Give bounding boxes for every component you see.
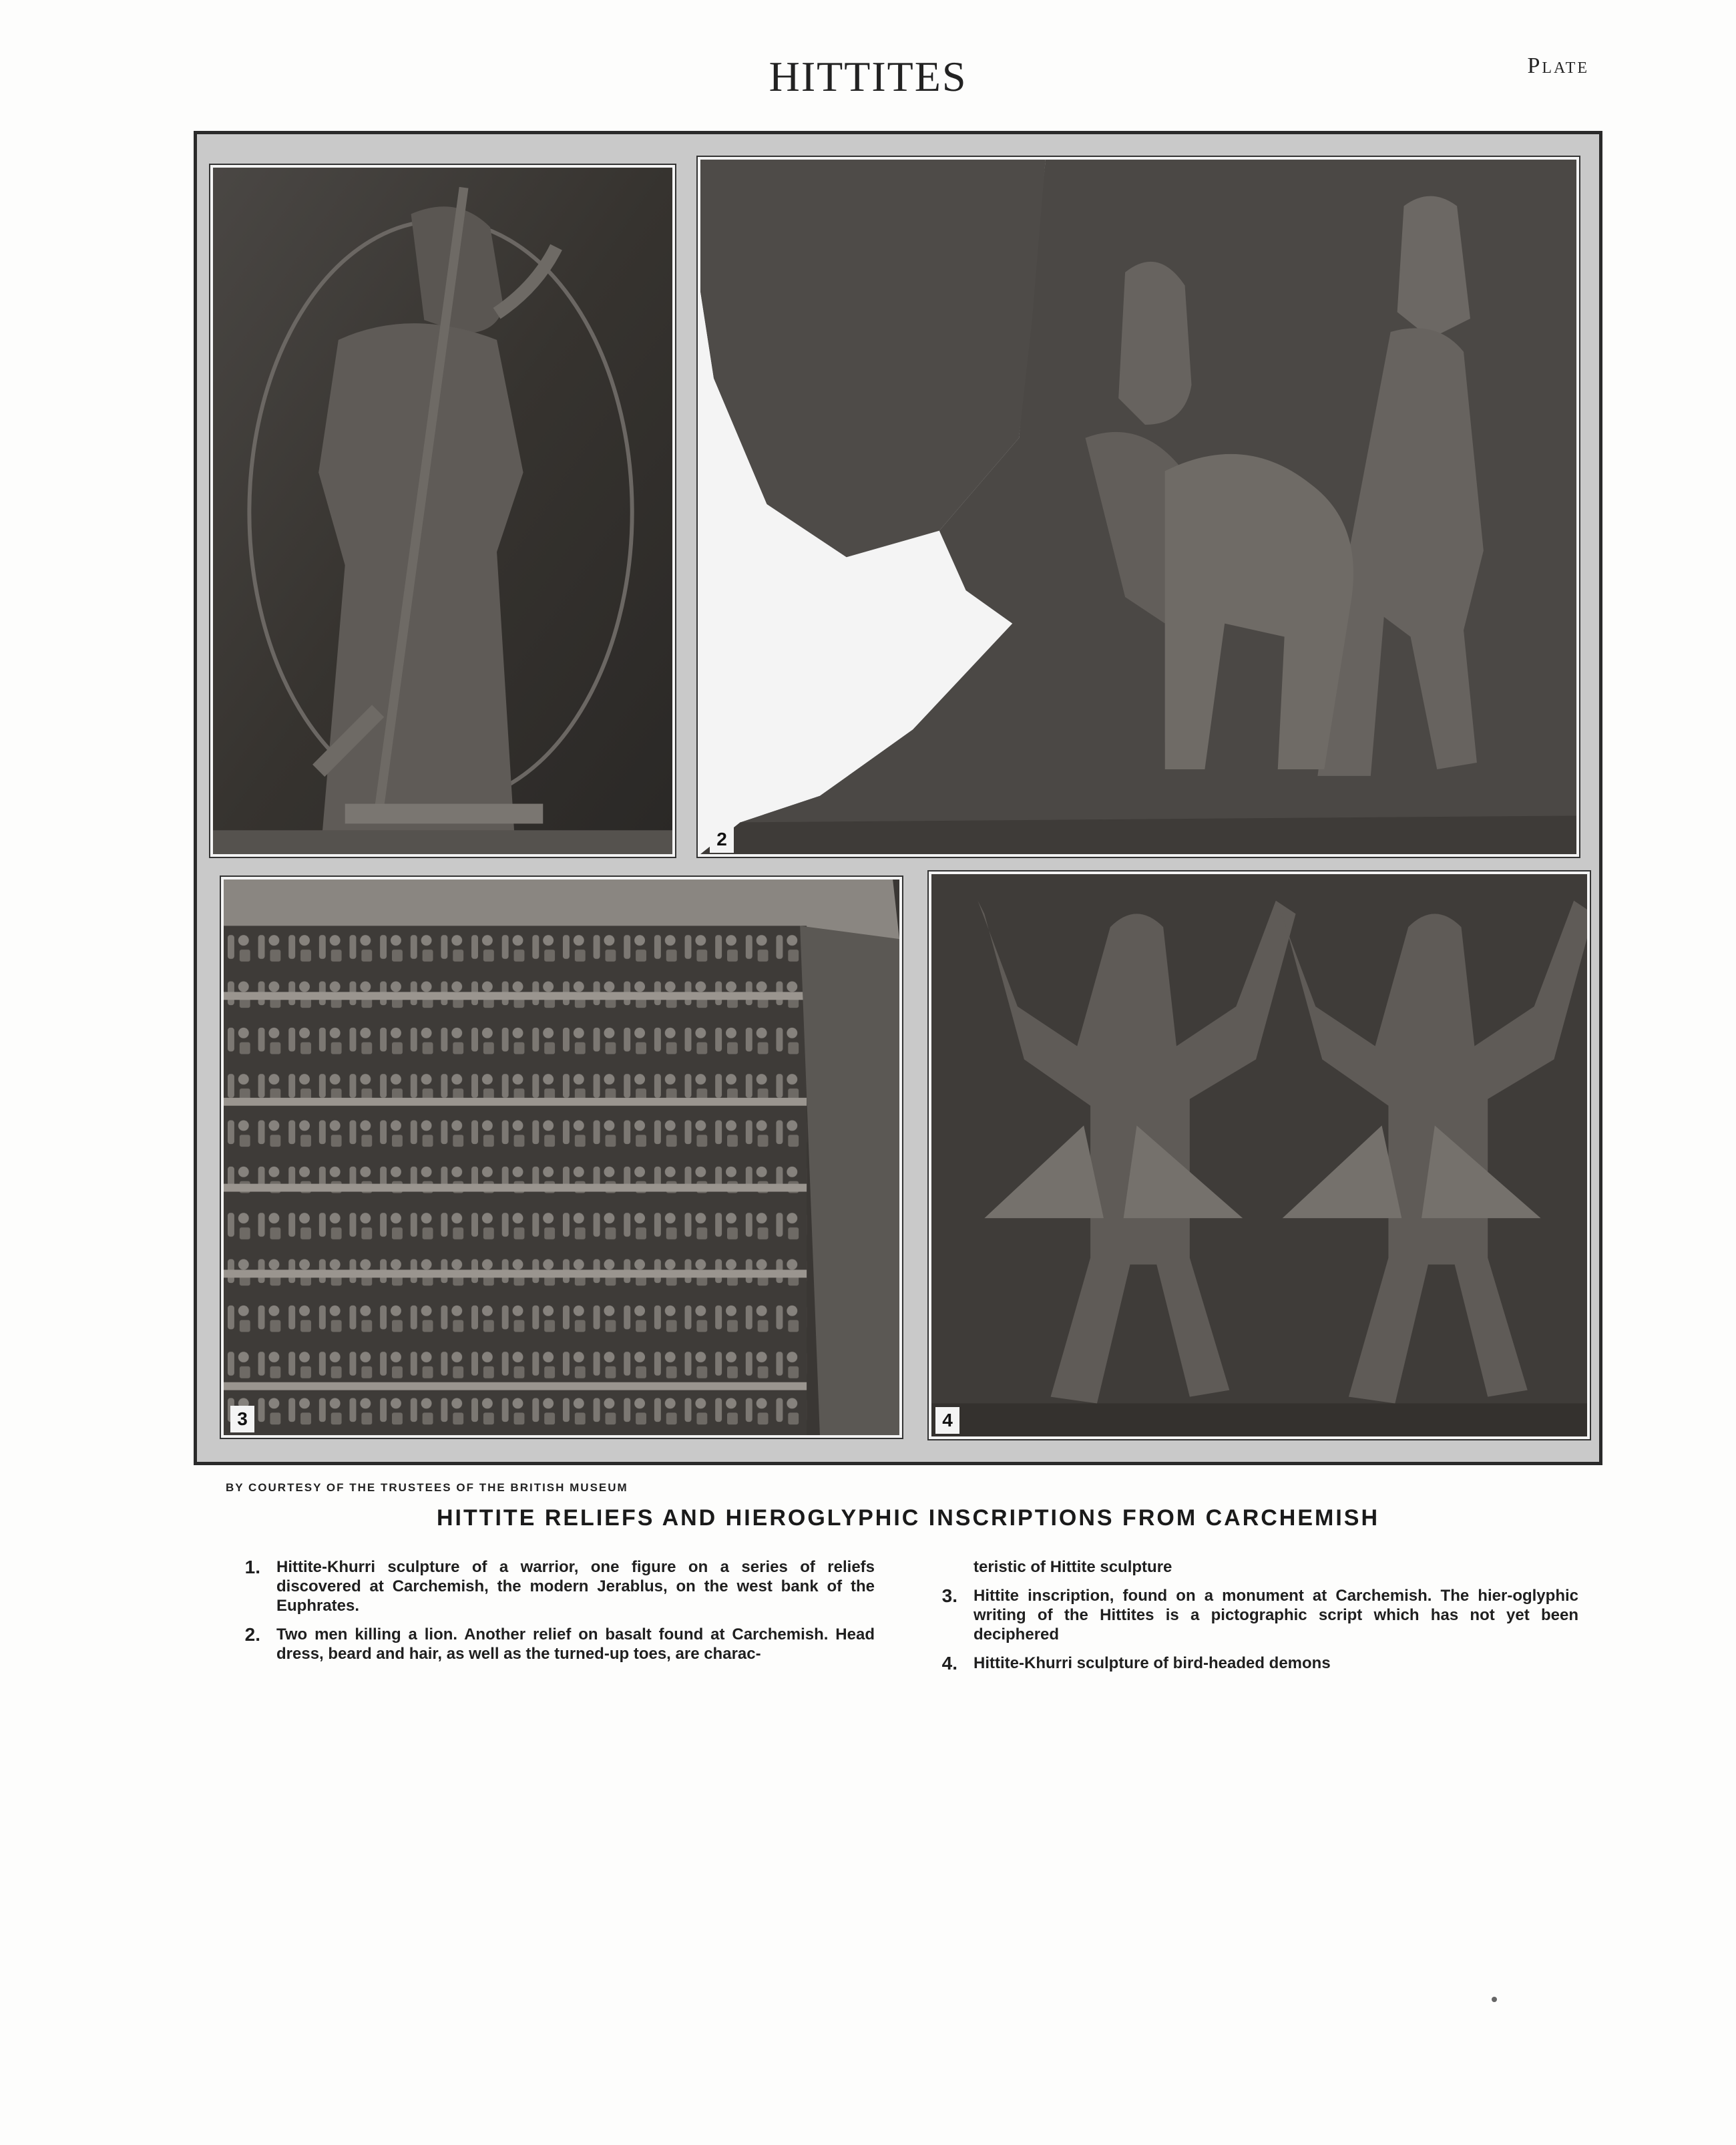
demons-relief-image bbox=[931, 874, 1587, 1436]
caption-item-1 bbox=[220, 1557, 875, 1615]
caption-number: 4. bbox=[941, 1653, 957, 1674]
lion-relief-image bbox=[700, 160, 1576, 854]
caption-text: Two men killing a lion. Another relief on basalt found at Carchemish. Head dress, beard and hair, as well as the turned-up toes, are charac- bbox=[276, 1625, 875, 1663]
page-speck bbox=[1492, 1997, 1497, 2002]
figure-2-number: 2 bbox=[710, 826, 734, 853]
caption-text: Hittite inscription, found on a monument at Carchemish. The hier-oglyphic writing of the Hittites is a pictographic script which has not yet been deciphered bbox=[973, 1587, 1578, 1643]
caption-number: 3. bbox=[941, 1585, 957, 1606]
caption-text: Hittite-Khurri sculpture of a warrior, one figure on a series of reliefs discovered at Carchemish, the modern Jerablus, on the west bank of the Euphrates. bbox=[276, 1558, 875, 1615]
caption-title: HITTITE RELIEFS AND HIEROGLYPHIC INSCRIPTIONS FROM CARCHEMISH bbox=[436, 1505, 1380, 1531]
caption-item-2 bbox=[220, 1625, 875, 1664]
page-title: HITTITES bbox=[769, 53, 967, 100]
caption-column-right bbox=[917, 1557, 1578, 1682]
figure-4-number: 4 bbox=[935, 1407, 959, 1434]
plate-label: Plate bbox=[1527, 53, 1589, 78]
caption-item-4 bbox=[917, 1653, 1578, 1673]
figure-2-lion-relief bbox=[698, 157, 1579, 857]
caption-text: Hittite-Khurri sculpture of bird-headed demons bbox=[973, 1654, 1331, 1672]
warrior-relief-image bbox=[213, 168, 672, 854]
figure-3-number: 3 bbox=[230, 1406, 254, 1432]
caption-item-3 bbox=[917, 1586, 1578, 1644]
figure-1-warrior-relief bbox=[210, 165, 675, 857]
plate-frame bbox=[194, 131, 1602, 1465]
caption-item-2-continued: teristic of Hittite sculpture bbox=[973, 1558, 1172, 1576]
figure-4-demons-relief bbox=[929, 871, 1590, 1439]
caption-number: 2. bbox=[244, 1624, 260, 1645]
figure-3-inscription bbox=[221, 877, 902, 1438]
caption-column-left bbox=[220, 1557, 875, 1673]
inscription-image bbox=[224, 880, 899, 1435]
photo-credit: BY COURTESY OF THE TRUSTEES OF THE BRITISH MUSEUM bbox=[226, 1481, 628, 1494]
caption-number: 1. bbox=[244, 1557, 260, 1577]
